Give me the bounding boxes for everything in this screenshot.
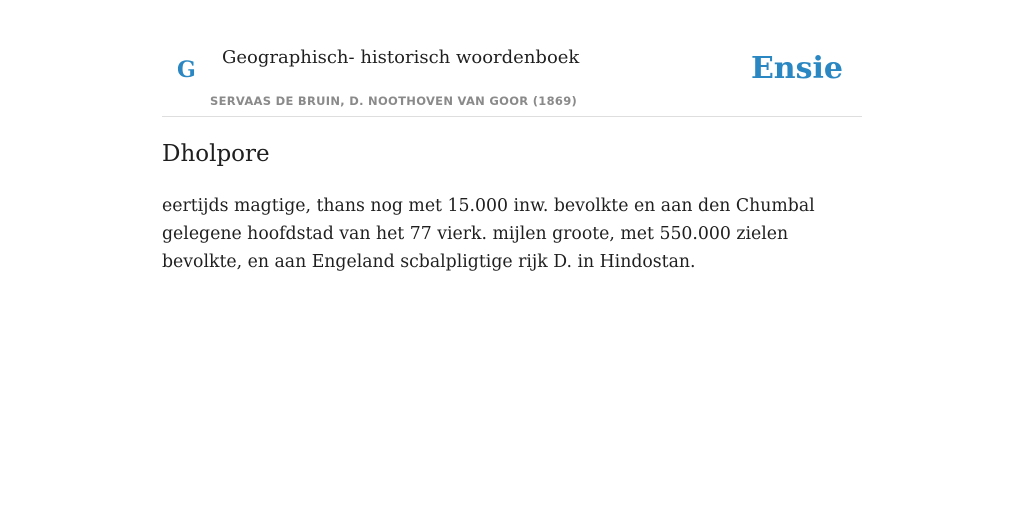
entry-title: Dholpore [162,141,270,167]
dictionary-title-link[interactable]: Geographisch- historisch woordenboek [222,47,580,68]
dictionary-letter-icon[interactable]: G [177,57,196,83]
dictionary-header [162,0,862,117]
dictionary-author: SERVAAS DE BRUIN, D. NOOTHOVEN VAN GOOR (1869) [210,94,578,108]
ensie-logo[interactable]: Ensie [750,51,843,86]
entry-body: eertijds magtige, thans nog met 15.000 inw. bevolkte en aan den Chumbal gelegene hoofdstad van het 77 vierk. mijlen groote, met 550.000 zielen bevolkte, en aan Engeland scbalpligtige rijk D. in Hindostan. [162,196,815,272]
